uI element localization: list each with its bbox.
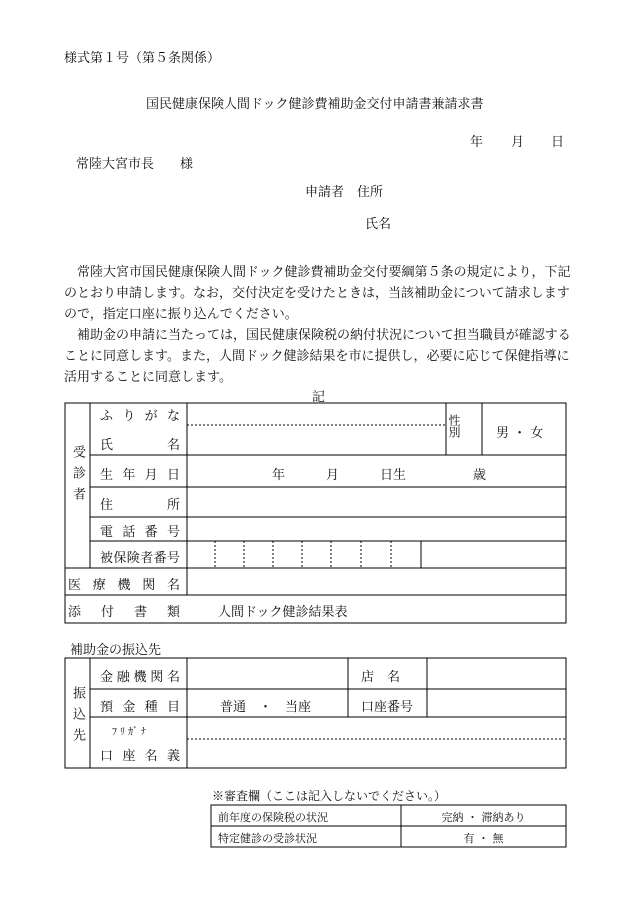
- transfer-heading: 補助金の振込先: [70, 643, 162, 658]
- account-number-label: 口座番号: [361, 700, 414, 715]
- branch-label: 店 名: [361, 670, 401, 685]
- insured-number-label: 被保険者番号: [100, 551, 180, 566]
- transfer-group-label: 振込先: [70, 686, 85, 749]
- body-paragraph-2: 補助金の申請に当たっては，国民健康保険税の納付状況について担当職員が確認することに同意します。また，人間ドック健診結果を市に提供し，必要に応じて保健指導に活用することに同意します。: [64, 328, 571, 385]
- attachments-label: 添付書類: [68, 605, 180, 620]
- form-number: 様式第１号（第５条関係）: [64, 51, 221, 66]
- account-type-options: 普通 ・ 当座: [220, 700, 312, 715]
- review-row-label: 前年度の保険税の状況: [218, 811, 328, 824]
- account-furigana-label: ﾌﾘｶﾞﾅ: [112, 727, 149, 738]
- review-row-value: 有 ・ 無: [463, 832, 504, 845]
- attachments-value: 人間ドック健診結果表: [218, 605, 348, 620]
- birthdate-label: 生年月日: [100, 468, 180, 483]
- review-note: ※審査欄（ここは記入しないでください。）: [212, 789, 447, 803]
- examinee-group-label: 受診者: [70, 445, 85, 508]
- bank-name-label: 金融機関名: [100, 670, 180, 685]
- name-label: 氏名: [100, 438, 180, 453]
- review-row-label: 特定健診の受診状況: [218, 832, 317, 845]
- addressee: 常陸大宮市長 様: [76, 157, 194, 172]
- account-holder-label: 口座名義: [100, 749, 180, 764]
- address-label: 住所: [100, 498, 180, 513]
- birth-day: 日生: [380, 468, 407, 483]
- gender-label: 性別: [447, 414, 461, 438]
- furigana-label: ふりがな: [100, 409, 180, 424]
- review-row-value: 完納 ・ 滞納あり: [441, 811, 526, 824]
- form-title: 国民健康保険人間ドック健診費補助金交付申請書兼請求書: [146, 97, 484, 112]
- ki-marker: 記: [312, 390, 326, 405]
- applicant-label: 申請者: [305, 185, 345, 200]
- body-paragraph-1: 常陸大宮市国民健康保険人間ドック健診費補助金交付要綱第５条の規定により，下記のとおり申請します。なお，交付決定を受けたときは，当該補助金について請求しますので，指定口座に振り込んでください。: [64, 265, 571, 322]
- gender-options: 男 ・ 女: [496, 426, 544, 441]
- date-day: 日: [551, 135, 565, 150]
- age-label: 歳: [473, 468, 487, 483]
- birth-month: 月: [326, 468, 340, 483]
- birth-year: 年: [272, 468, 286, 483]
- applicant-name-label: 氏名: [365, 217, 392, 232]
- account-type-label: 預金種目: [100, 700, 180, 715]
- applicant-address-label: 住所: [357, 185, 384, 200]
- medical-institution-label: 医療機関名: [68, 578, 180, 593]
- phone-label: 電話番号: [100, 525, 180, 540]
- date-month: 月: [511, 135, 525, 150]
- date-year: 年: [470, 135, 484, 150]
